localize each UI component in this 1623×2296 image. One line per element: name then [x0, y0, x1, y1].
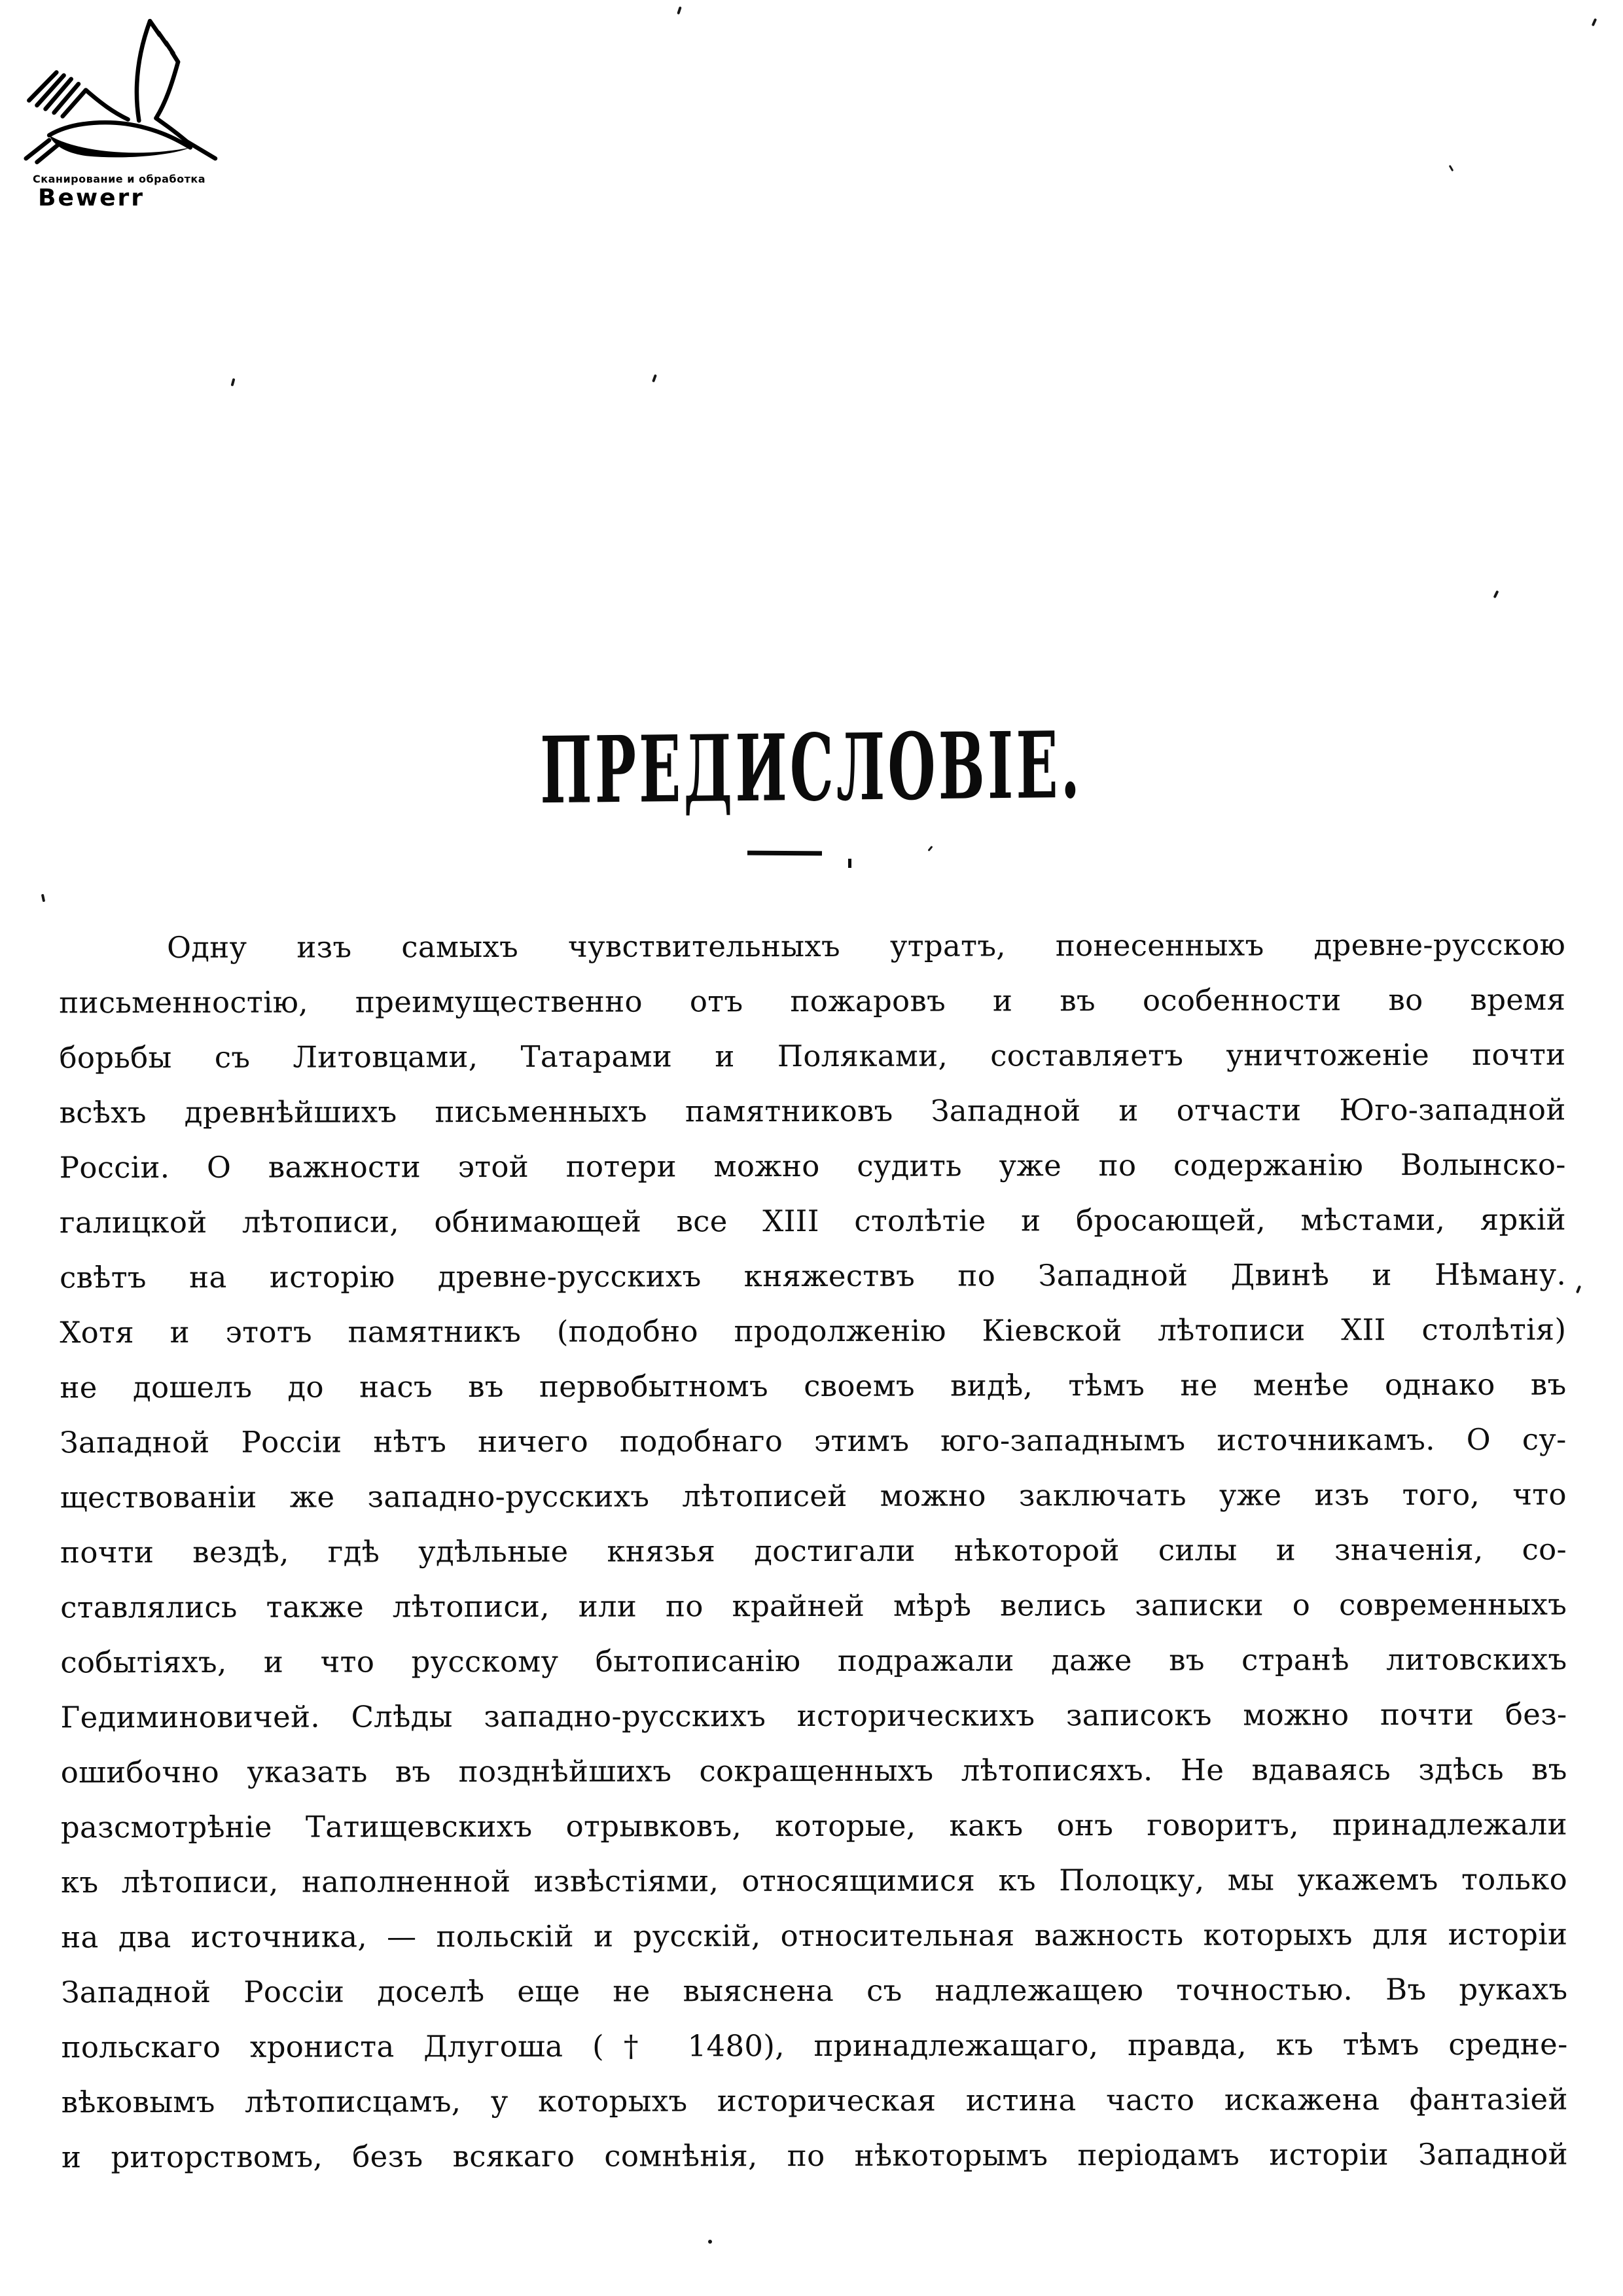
chapter-heading [0, 711, 1623, 825]
text-line: событіяхъ, и что русскому бытописанію подражали даже въ странѣ литовскихъ [60, 1641, 1567, 1680]
flying-stork-icon [9, 4, 232, 169]
text-line: ществованіи же западно-русскихъ лѣтописей можно заключать уже изъ того, что [60, 1477, 1567, 1515]
text-line: всѣхъ древнѣйшихъ письменныхъ памятниковъ Западной и отчасти Юго-западной [59, 1092, 1566, 1130]
text-line: свѣтъ на исторію древне-русскихъ княжествъ по Западной Двинѣ и Нѣману. [60, 1257, 1567, 1295]
scanner-logo [9, 4, 232, 220]
text-line: польскаго хрониста Длугоша († 1480), принадлежащаго, правда, къ тѣмъ средне- [61, 2026, 1568, 2065]
title-divider-rule [747, 851, 822, 856]
text-line: къ лѣтописи, наполненной извѣстіями, относящимися къ Полоцку, мы укажемъ только [61, 1861, 1568, 1900]
scan-speck [848, 859, 851, 868]
scan-speck [677, 7, 682, 15]
text-line: Западной Россіи нѣтъ ничего подобнаго этимъ юго-западнымъ источникамъ. О су- [60, 1422, 1567, 1460]
paragraph-block [59, 918, 1568, 2185]
text-line: Хотя и этотъ памятникъ (подобно продолженію Кіевской лѣтописи XII столѣтія) [60, 1312, 1567, 1350]
text-line: Одну изъ самыхъ чувствительныхъ утратъ, понесенныхъ древне-русскою [167, 927, 1566, 965]
text-line: на два источника, — польскій и русскій, относительная важность которыхъ для исторіи [61, 1916, 1568, 1955]
logo-caption: Сканирование и обработка [33, 173, 206, 185]
text-line: галицкой лѣтописи, обнимающей все XIII столѣтіе и бросающей, мѣстами, яркій [59, 1202, 1566, 1240]
text-line: не дошелъ до насъ въ первобытномъ своемъ видѣ, тѣмъ не менѣе однако въ [60, 1367, 1567, 1405]
text-line: разсмотрѣніе Татищевскихъ отрывковъ, которые, какъ онъ говоритъ, принадлежали [60, 1806, 1567, 1845]
scan-speck [1449, 165, 1454, 171]
text-line: ставлялись также лѣтописи, или по крайней мѣрѣ велись записки о современныхъ [60, 1587, 1567, 1625]
page-title: ПРЕДИСЛОВІЕ. [540, 711, 1083, 825]
text-line: ошибочно указать въ позднѣйшихъ сокращенныхъ лѣтописяхъ. Не вдаваясь здѣсь въ [60, 1751, 1567, 1790]
text-line: почти вездѣ, гдѣ удѣльные князья достигали нѣкоторой силы и значенія, со- [60, 1532, 1567, 1570]
scan-speck [41, 894, 45, 903]
text-line: Россіи. О важности этой потери можно судить уже по содержанію Волынско- [59, 1147, 1566, 1185]
scan-speck [231, 378, 236, 387]
text-line: и риторствомъ, безъ всякаго сомнѣнія, по нѣкоторымъ періодамъ исторіи Западной [61, 2136, 1568, 2175]
scan-speck [1493, 590, 1499, 599]
scan-speck [652, 374, 657, 383]
logo-name: Bewerr [38, 185, 145, 211]
text-line: Западной Россіи доселѣ еще не выяснена съ надлежащею точностью. Въ рукахъ [61, 1971, 1568, 2010]
text-line: вѣковымъ лѣтописцамъ, у которыхъ историческая истина часто искажена фантазіей [61, 2081, 1568, 2120]
scan-speck [927, 846, 933, 852]
text-line: письменностію, преимущественно отъ пожаровъ и въ особенности во время [59, 982, 1566, 1020]
text-line: борьбы съ Литовцами, Татарами и Поляками, составляетъ уничтоженіе почти [59, 1037, 1566, 1075]
scan-speck [708, 2240, 712, 2244]
text-line: Гедиминовичей. Слѣды западно-русскихъ историческихъ записокъ можно почти без- [60, 1696, 1567, 1735]
scan-speck [1576, 1285, 1581, 1294]
scan-speck [1592, 18, 1597, 27]
